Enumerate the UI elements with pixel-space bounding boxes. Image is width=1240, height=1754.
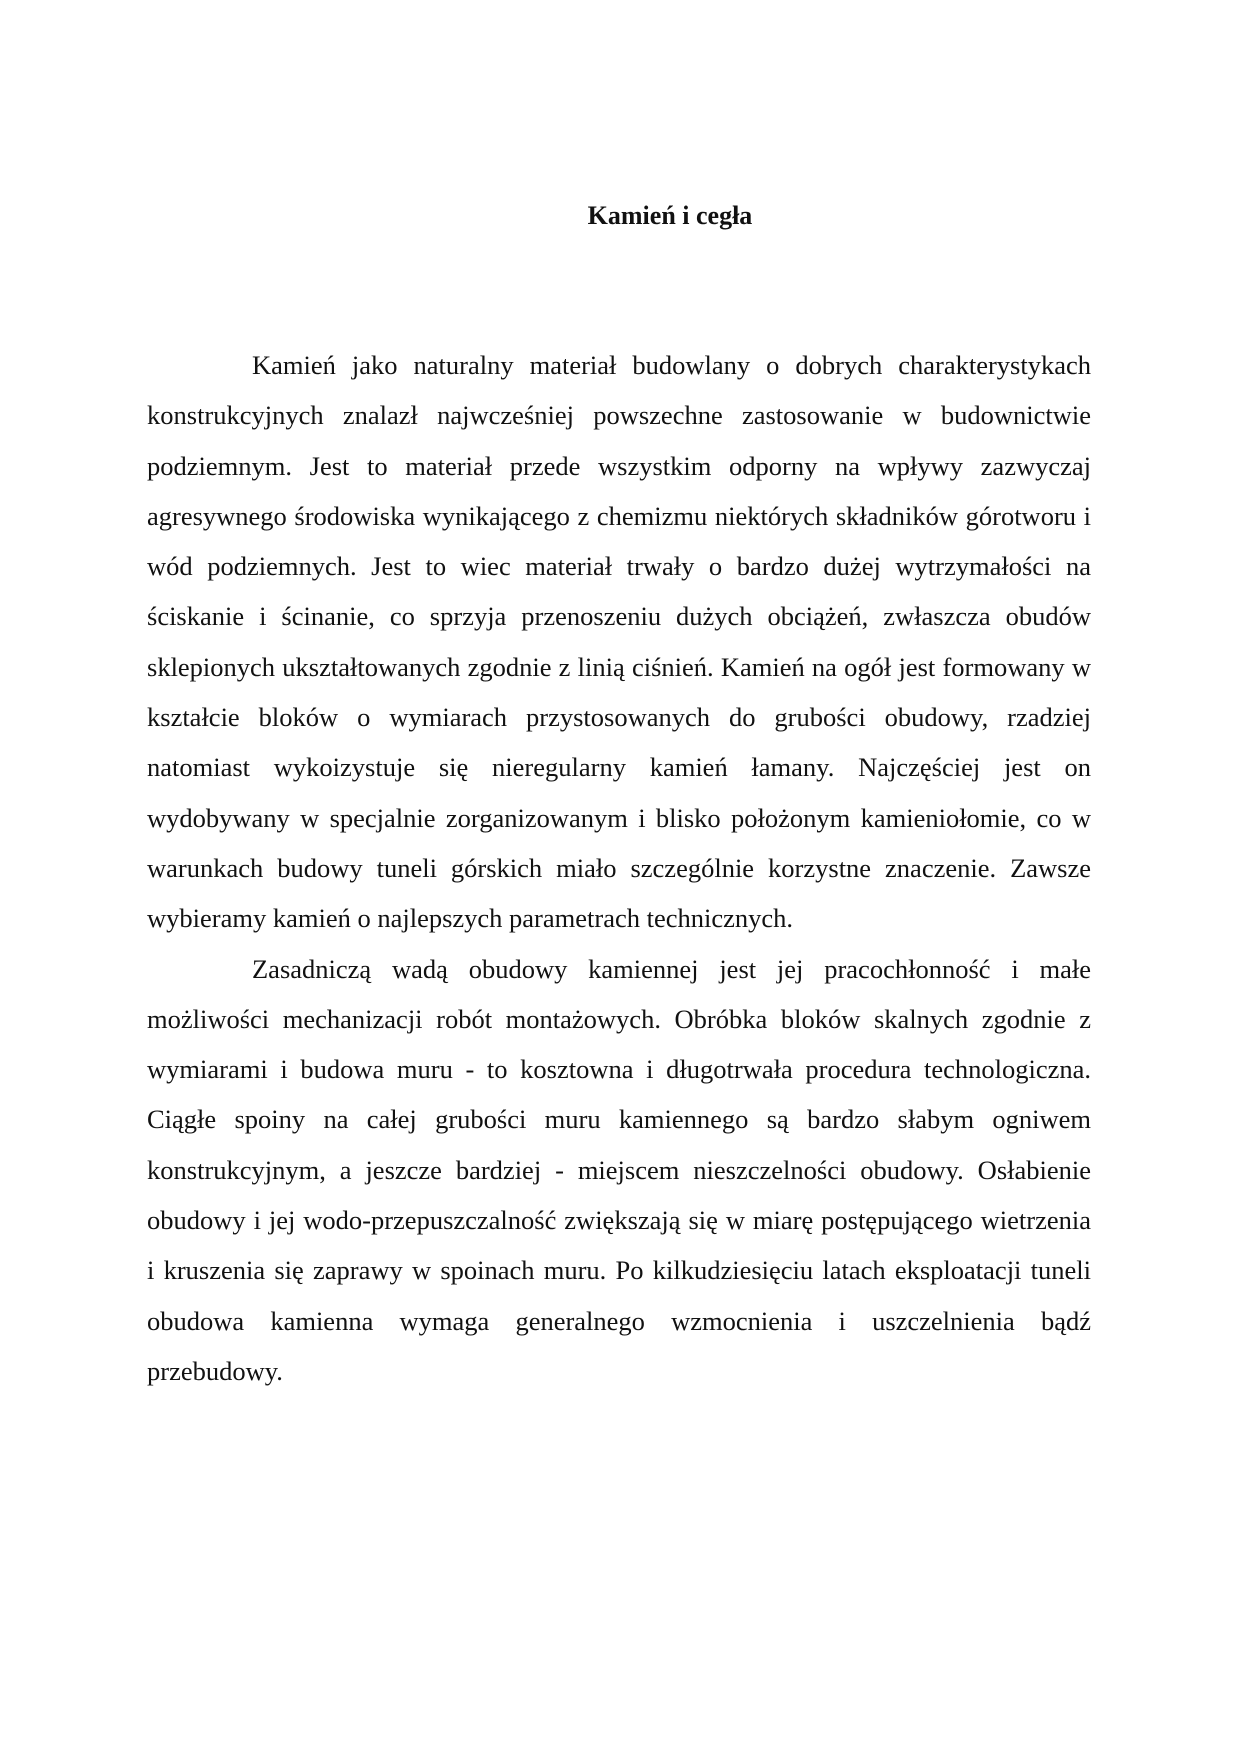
document-title: Kamień i cegła: [587, 201, 753, 230]
document-body: [147, 340, 1091, 1396]
paragraph-stone-properties: Kamień jako naturalny materiał budowlany o dobrych charakterystykach konstrukcyjnych znalazł najwcześniej powszechne zastosowanie w budownictwie podziemnym. Jest to materiał przede wszystkim odporny na wpływy zazwyczaj agresywnego środowiska wynikającego z chemizmu niektórych składników górotworu i wód podziemnych. Jest to wiec materiał trwały o bardzo dużej wytrzymałości na ściskanie i ścinanie, co sprzyja przenoszeniu dużych obciążeń, zwłaszcza obudów sklepionych ukształtowanych zgodnie z linią ciśnień. Kamień na ogół jest formowany w kształcie bloków o wymiarach przystosowanych do grubości obudowy, rzadziej natomiast wykoizystuje się nieregularny kamień łamany. Najczęściej jest on wydobywany w specjalnie zorganizowanym i blisko położonym kamieniołomie, co w warunkach budowy tuneli górskich miało szczególnie korzystne znaczenie. Zawsze wybieramy kamień o najlepszych parametrach technicznych.: [147, 350, 1091, 934]
paragraph-stone-drawbacks: Zasadniczą wadą obudowy kamiennej jest jej pracochłonność i małe możliwości mechanizacji robót montażowych. Obróbka bloków skalnych zgodnie z wymiarami i budowa muru - to kosztowna i długotrwała procedura technologiczna. Ciągłe spoiny na całej grubości muru kamiennego są bardzo słabym ogniwem konstrukcyjnym, a jeszcze bardziej - miejscem nieszczelności obudowy. Osłabienie obudowy i jej wodo-przepuszczalność zwiększają się w miarę postępującego wietrzenia i kruszenia się zaprawy w spoinach muru. Po kilkudziesięciu latach eksploatacji tuneli obudowa kamienna wymaga generalnego wzmocnienia i uszczelnienia bądź przebudowy.: [147, 953, 1091, 1386]
